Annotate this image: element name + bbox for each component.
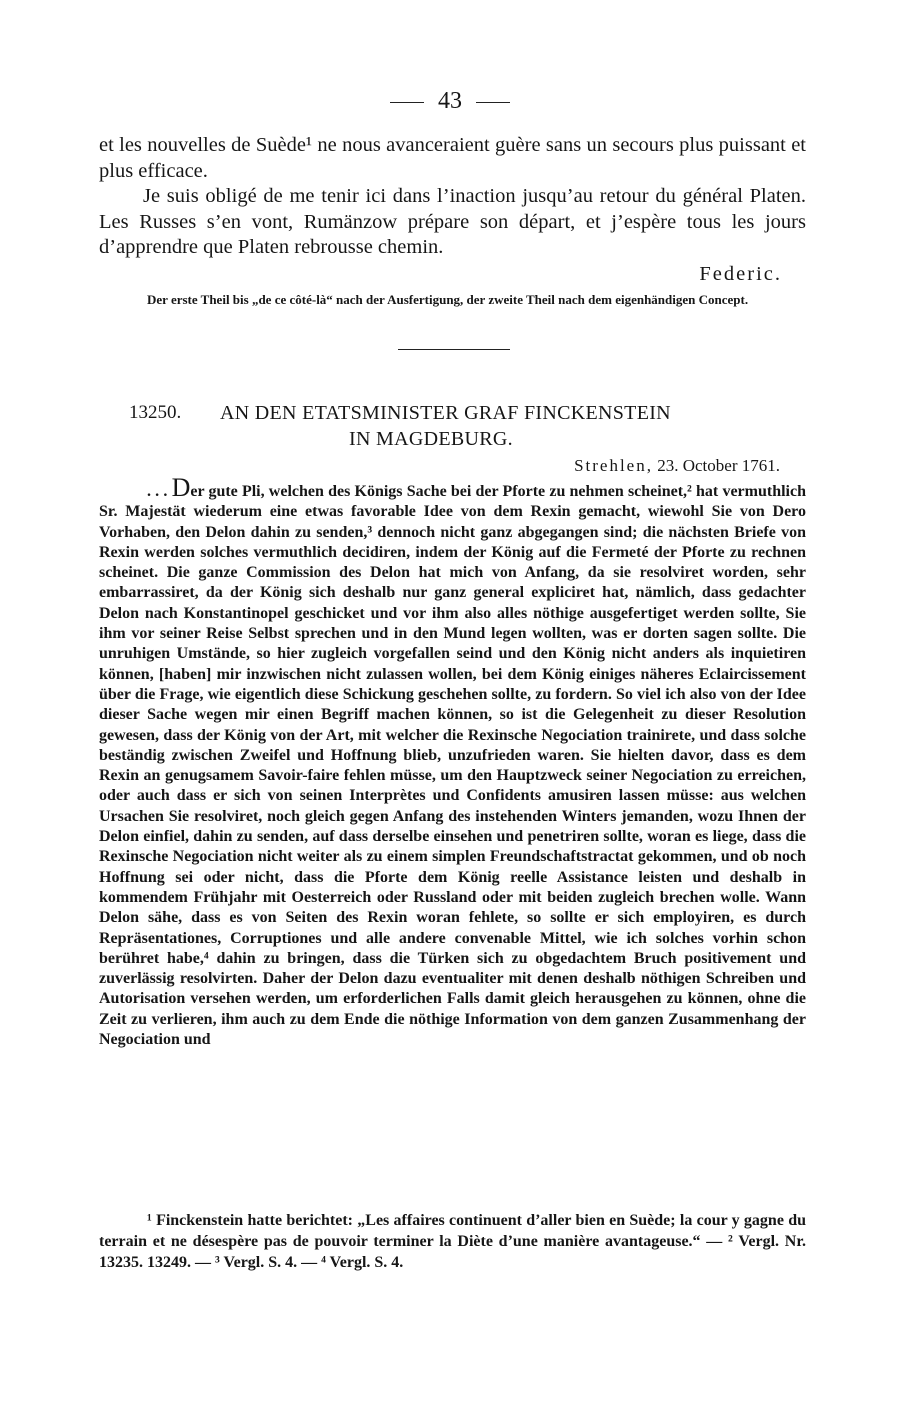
letter-body-paragraph (99, 473, 806, 1050)
dateline-date: 23. October 1761. (657, 456, 780, 475)
header-dash-left (390, 102, 424, 103)
document-title-line-2: IN MAGDEBURG. (349, 428, 513, 450)
letter-body (99, 473, 806, 1050)
french-paragraph-1: et les nouvelles de Suède¹ ne nous avanceraient guère sans un secours plus puissant et plus efficace. (99, 134, 806, 182)
footnotes-text: ¹ Finckenstein hatte berichtet: „Les affaires continuent d’aller bien en Suède; la cour y gagne du terrain et ne désespère pas de pouvoir terminer la Diète d’une manière avantageuse.“ — ² Vergl. Nr. 13235. 13249. — ³ Vergl. S. 4. — ⁴ Vergl. S. 4. (99, 1212, 806, 1271)
page-header (0, 88, 900, 115)
body-ellipsis: . . . (147, 483, 168, 500)
source-note: Der erste Theil bis „de ce côté-là“ nach der Ausfertigung, der zweite Theil nach dem eigenhändigen Concept. (147, 292, 749, 307)
body-initial: D (171, 473, 191, 502)
footnotes (99, 1210, 806, 1273)
section-divider (398, 349, 510, 350)
header-dash-right (476, 102, 510, 103)
french-paragraph-2: Je suis obligé de me tenir ici dans l’inaction jusqu’au retour du général Platen. Les Russes s’en vont, Rumänzow prépare son départ, et j’espère tous les jours d’apprendre que Platen rebrousse chemin. (99, 185, 806, 258)
french-letter-text (99, 133, 806, 261)
document-number: 13250. (129, 402, 182, 423)
signature: Federic. (699, 263, 782, 285)
body-text: er gute Pli, welchen des Königs Sache bei der Pforte zu nehmen scheinet,² hat vermuthlich Sr. Majestät wiederum eine etwas favorable Idee von dem Rexin gemacht, wiewohl Sie von Dero Vorhaben, den Delon dahin zu senden,³ dennoch nicht ganz abgegangen sind; die nächsten Briefe von Rexin werden solches vermuthlich decidiren, indem der König auf die Fermeté der Pforte zu rechnen scheinet. Die ganze Commission des Delon hat mich von Anfang, da sie resolviret worden, sehr embarrassiret, da der König sich deshalb nur ganz general expliciret hat, nämlich, dass gedachter Delon nach Konstantinopel geschicket und vor ihm also alles nöthige ausgefertiget werden sollte, Sie ihm vor seiner Reise Selbst sprechen und in den Mund legen wollten, was er dorten sagen sollte. Die unruhigen Umstände, so hier zugleich vorgefallen seind und den König nicht anders als inquietiren können, [haben] mir inzwischen nicht zulassen wollen, bei dem König einiges näheres Eclaircissement über die Frage, wie eigentlich diese Schickung geschehen sollte, zu fordern. So viel ich also von der Idee dieser Sache wegen mir einen Begriff machen können, so ist die Gelegenheit zu dieser Resolution gewesen, dass der König von der Art, mit welcher die Rexinsche Negociation trainirete, und dass solche beständig zwischen Zweifel und Hoffnung blieb, unzufrieden waren. Sie hielten davor, dass es dem Rexin an genugsamem Savoir-faire fehlen müsse, um den Hauptzweck seiner Negociation zu erreichen, oder auch dass er sich von seinen Interprètes und Confidents amusiren lassen müsse: aus welchen Ursachen Sie resolviret, noch gleich gegen Anfang des instehenden Winters jemanden, wozu Ihnen der Delon einfiel, dahin zu senden, auf dass derselbe einsehen und penetriren sollte, woran es liege, dass die Rexinsche Negociation nicht weiter als zu einem simplen Freundschaftstractat gekommen, und ob noch Hoffnung sei oder nicht, dass die Pforte dem König reelle Assistance leisten und deshalb in kommendem Frühjahr mit Oesterreich oder Russland oder mit beiden zugleich brechen wolle. Wann Delon sähe, dass es von Seiten des Rexin woran fehlete, so sollte er sich employiren, es durch Repräsentationes, Corruptiones und alle andere convenable Mittel, wie ich solches vorhin schon berühret habe,⁴ dahin zu bringen, dass die Türken sich zu obgedachtem Bruch positivement und zuverlässig resolvirten. Daher der Delon dazu eventualiter mit denen deshalb nöthigen Schreiben und Autorisation versehen werden, um erforderlichen Falls damit gleich herausgehen zu können, ohne die Zeit zu verlieren, ihm auch zu dem Ende die nöthige Information von dem ganzen Zusammenhang der Negociation und (99, 483, 806, 1049)
dateline (574, 456, 780, 476)
dateline-place: Strehlen, (574, 456, 653, 475)
page-number: 43 (438, 88, 462, 114)
document-title-line-1: AN DEN ETATSMINISTER GRAF FINCKENSTEIN (220, 402, 671, 424)
